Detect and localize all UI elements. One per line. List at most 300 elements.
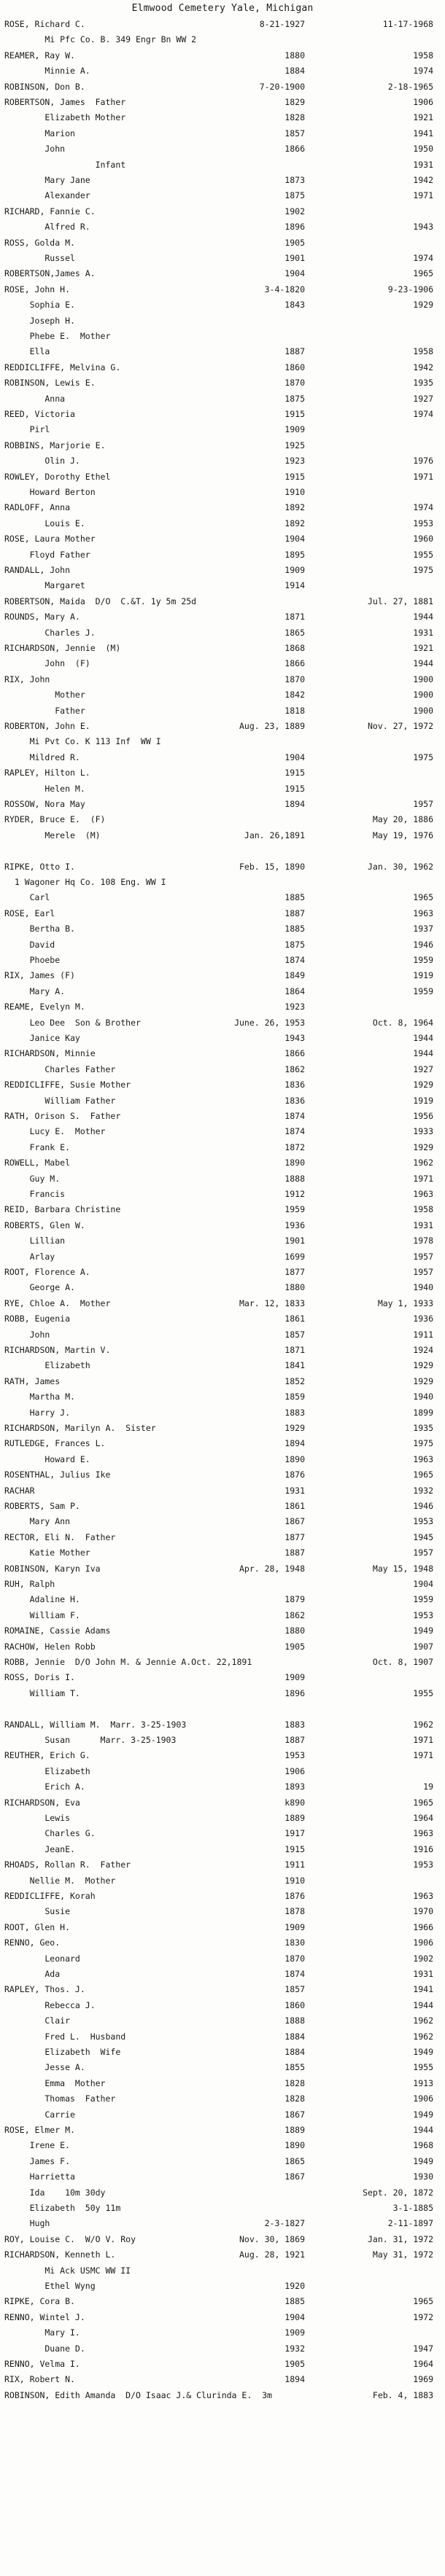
- record-name: Janice Kay: [4, 1033, 80, 1043]
- record-row: [0, 2108, 445, 2121]
- record-died: 1965: [413, 268, 433, 279]
- record-died: May 20, 1886: [372, 814, 433, 825]
- record-born: 1865: [285, 627, 305, 638]
- record-name: RIX, John: [4, 674, 50, 684]
- record-born: 1923: [285, 456, 305, 467]
- record-name: Erich A.: [4, 1781, 85, 1792]
- record-name: RHOADS, Rollan R. Father: [4, 1859, 131, 1870]
- record-born: 1910: [285, 487, 305, 497]
- page-title: Elmwood Cemetery Yale, Michigan: [131, 3, 314, 14]
- record-row: [0, 298, 445, 311]
- record-born: 1890: [285, 1158, 305, 1168]
- record-born: 1860: [285, 1999, 305, 2010]
- record-died: 1976: [413, 456, 433, 467]
- record-name: William T.: [4, 1687, 80, 1698]
- record-row: [0, 1047, 445, 1060]
- record-born: 1875: [285, 939, 305, 950]
- record-died: 1949: [413, 1625, 433, 1636]
- record-name: RATH, James: [4, 1375, 61, 1386]
- record-born: 1943: [285, 1033, 305, 1043]
- record-row: [0, 969, 445, 982]
- record-born: 1901: [285, 1236, 305, 1246]
- record-name: ROBINSON, Karyn Iva: [4, 1563, 101, 1574]
- record-died: 1931: [413, 159, 433, 170]
- record-died: 1944: [413, 1033, 433, 1043]
- record-row: [0, 563, 445, 577]
- record-died: 1962: [413, 1719, 433, 1730]
- record-born: Mar. 12, 1833: [239, 1297, 305, 1308]
- record-row: [0, 1094, 445, 1107]
- record-name: ROSSOW, Nora May: [4, 799, 85, 809]
- record-name: ROSENTHAL, Julius Ike: [4, 1470, 111, 1480]
- record-born: 1880: [285, 50, 305, 61]
- record-born: 1888: [285, 2015, 305, 2026]
- record-born: 1865: [285, 2155, 305, 2166]
- record-born: 1931: [285, 1485, 305, 1496]
- record-died: 1940: [413, 1392, 433, 1402]
- record-name: RADLOFF, Anna: [4, 502, 71, 513]
- record-row: [0, 189, 445, 202]
- record-row: [0, 1016, 445, 1029]
- record-born: 1923: [285, 1002, 305, 1012]
- record-row: [0, 1406, 445, 1419]
- record-died: 1940: [413, 1282, 433, 1293]
- record-name: Duane D.: [4, 2343, 85, 2354]
- record-name: RICHARDSON, Minnie: [4, 1048, 96, 1059]
- record-name: Francis: [4, 1189, 66, 1199]
- record-died: 1929: [413, 300, 433, 311]
- record-born: 1852: [285, 1375, 305, 1386]
- record-name: Russel: [4, 253, 75, 263]
- record-row: [0, 1874, 445, 1887]
- record-born: 1883: [285, 1719, 305, 1730]
- record-row: [0, 376, 445, 389]
- record-name: ROSE, Richard C.: [4, 19, 85, 29]
- record-name: Anna: [4, 393, 66, 404]
- record-born: 1828: [285, 112, 305, 123]
- record-name: REED, Victoria: [4, 409, 75, 419]
- record-born: 1880: [285, 1625, 305, 1636]
- record-died: 1965: [413, 1797, 433, 1808]
- record-row: [0, 2248, 445, 2261]
- record-died: 1955: [413, 549, 433, 560]
- record-row: [0, 2139, 445, 2152]
- record-name: Elizabeth: [4, 1765, 90, 1776]
- record-name: Mary Ann: [4, 1516, 71, 1527]
- record-born: k890: [285, 1797, 305, 1808]
- record-died: May 31, 1972: [372, 2249, 433, 2260]
- record-row: [0, 251, 445, 265]
- record-died: 19: [423, 1781, 433, 1792]
- record-died: Nov. 27, 1972: [367, 721, 433, 731]
- record-name: RENNO, Velma I.: [4, 2359, 80, 2369]
- record-born: 1889: [285, 1813, 305, 1823]
- record-born: 1890: [285, 2140, 305, 2151]
- record-born: 1830: [285, 1937, 305, 1948]
- record-name: RACHAR: [4, 1485, 35, 1496]
- record-row: [0, 2123, 445, 2136]
- record-row: [0, 1375, 445, 1388]
- record-died: 1963: [413, 1828, 433, 1839]
- record-died: 1955: [413, 2062, 433, 2073]
- record-name: RENNO, Geo.: [4, 1937, 61, 1948]
- record-name: Arlay: [4, 1251, 55, 1262]
- record-row: [0, 891, 445, 904]
- record-born: 1876: [285, 1891, 305, 1901]
- record-name: Helen M.: [4, 783, 85, 794]
- record-row: [0, 735, 445, 748]
- record-name: ROOT, Glen H.: [4, 1921, 71, 1932]
- record-row: [0, 641, 445, 655]
- record-name: RICHARDSON, Marilyn A. Sister: [4, 1423, 156, 1433]
- record-name: Leo Dee Son & Brother: [4, 1017, 141, 1028]
- record-row: [0, 1921, 445, 1934]
- record-died: 1953: [413, 1609, 433, 1620]
- record-name: REDDICLIFFE, Korah: [4, 1891, 96, 1901]
- record-died: 1936: [413, 1314, 433, 1324]
- record-name: Margaret: [4, 580, 85, 591]
- record-name: ROBERTSON, James Father: [4, 97, 126, 107]
- record-row: [0, 2357, 445, 2370]
- record-name: ROBERTS, Sam P.: [4, 1501, 80, 1511]
- record-name: Sophia E.: [4, 300, 75, 311]
- record-row: [0, 1733, 445, 1746]
- record-name: RUTLEDGE, Frances L.: [4, 1438, 106, 1449]
- record-name: RACHOW, Helen Robb: [4, 1641, 96, 1652]
- record-name: ROWLEY, Dorothy Ethel: [4, 471, 111, 482]
- record-row: [0, 205, 445, 218]
- record-name: Rebecca J.: [4, 1999, 96, 2010]
- record-row: [0, 2264, 445, 2277]
- record-died: 1933: [413, 1126, 433, 1137]
- record-row: [0, 719, 445, 733]
- record-row: [0, 361, 445, 374]
- record-born: 1843: [285, 300, 305, 311]
- record-born: 1828: [285, 2093, 305, 2104]
- record-row: [0, 1031, 445, 1045]
- record-died: 1953: [413, 1859, 433, 1870]
- record-born: 1878: [285, 1906, 305, 1917]
- record-born: 1909: [285, 2327, 305, 2338]
- record-born: 1887: [285, 1735, 305, 1745]
- record-died: 1957: [413, 799, 433, 809]
- record-row: [0, 1187, 445, 1201]
- record-row: [0, 1343, 445, 1357]
- record-name: Mary A.: [4, 985, 66, 996]
- record-row: [0, 345, 445, 358]
- record-row: [0, 1359, 445, 1372]
- record-row: [0, 127, 445, 140]
- record-name: ROBINSON, Edith Amanda D/O Isaac J.& Clurinda E. 3m: [4, 2389, 272, 2400]
- record-name: Adaline H.: [4, 1594, 80, 1605]
- record-died: 1959: [413, 955, 433, 965]
- record-name: Emma Mother: [4, 2077, 106, 2088]
- record-name: Mary Jane: [4, 175, 90, 185]
- record-died: 1965: [413, 892, 433, 903]
- record-died: 1975: [413, 1438, 433, 1449]
- record-name: RIPKE, Otto I.: [4, 861, 75, 872]
- record-born: 1892: [285, 502, 305, 513]
- record-name: Alfred R.: [4, 222, 90, 233]
- record-row: [0, 1702, 445, 1715]
- record-born: 1889: [285, 2125, 305, 2135]
- record-row: [0, 1390, 445, 1403]
- record-name: ROSS, Golda M.: [4, 237, 75, 248]
- record-row: [0, 985, 445, 998]
- record-row: [0, 1468, 445, 1481]
- record-died: May 19, 1976: [372, 830, 433, 840]
- record-born: Jan. 26,1891: [244, 830, 305, 840]
- record-name: Harrietta: [4, 2171, 75, 2182]
- record-name: Harry J.: [4, 1407, 71, 1418]
- record-died: 1959: [413, 985, 433, 996]
- record-died: 1975: [413, 752, 433, 762]
- record-row: [0, 688, 445, 701]
- record-born: 1911: [285, 1859, 305, 1870]
- record-died: 1959: [413, 1594, 433, 1605]
- record-row: [0, 1156, 445, 1169]
- record-died: 1946: [413, 939, 433, 950]
- record-died: 1929: [413, 1375, 433, 1386]
- record-row: [0, 532, 445, 545]
- record-born: 1902: [285, 206, 305, 216]
- record-born: 1871: [285, 1345, 305, 1355]
- record-born: 1862: [285, 1609, 305, 1620]
- record-born: 1867: [285, 2171, 305, 2182]
- record-row: [0, 1437, 445, 1450]
- record-name: Katie Mother: [4, 1547, 90, 1558]
- record-born: 1953: [285, 1750, 305, 1761]
- record-name: Mi Pfc Co. B. 349 Engr Bn WW 2: [4, 34, 197, 45]
- record-name: ROBERTS, Glen W.: [4, 1219, 85, 1230]
- record-born: 1894: [285, 799, 305, 809]
- record-row: [0, 1234, 445, 1247]
- record-born: 1905: [285, 1641, 305, 1652]
- record-name: Martha M.: [4, 1392, 75, 1402]
- record-born: 1870: [285, 1953, 305, 1964]
- record-born: 8-21-1927: [259, 19, 305, 29]
- record-name: ROSE, John H.: [4, 284, 71, 294]
- record-row: [0, 2233, 445, 2246]
- record-name: ROSE, Earl: [4, 908, 55, 918]
- record-row: [0, 2061, 445, 2074]
- record-name: RIX, Robert N.: [4, 2374, 75, 2385]
- record-died: 1972: [413, 2311, 433, 2322]
- record-died: 1935: [413, 1423, 433, 1433]
- record-died: 3-1-1885: [392, 2203, 433, 2213]
- record-born: 1884: [285, 66, 305, 77]
- record-row: [0, 953, 445, 967]
- record-row: [0, 314, 445, 327]
- record-name: Floyd Father: [4, 549, 90, 560]
- record-row: [0, 1281, 445, 1294]
- record-name: Leonard: [4, 1953, 80, 1964]
- record-died: 1949: [413, 2109, 433, 2120]
- record-row: [0, 1952, 445, 1965]
- record-row: [0, 517, 445, 530]
- record-born: 1932: [285, 2343, 305, 2354]
- record-name: RICHARDSON, Jennie (M): [4, 643, 121, 653]
- record-row: [0, 111, 445, 124]
- record-died: 1963: [413, 1453, 433, 1464]
- record-born: 1874: [285, 955, 305, 965]
- record-row: [0, 1843, 445, 1856]
- record-died: 1937: [413, 924, 433, 934]
- record-row: [0, 2279, 445, 2292]
- record-born: 1874: [285, 1126, 305, 1137]
- record-row: [0, 1562, 445, 1575]
- record-row: [0, 407, 445, 421]
- record-died: 1943: [413, 222, 433, 233]
- record-row: [0, 2092, 445, 2105]
- record-died: May 15, 1948: [372, 1563, 433, 1574]
- record-died: 1964: [413, 1813, 433, 1823]
- record-born: 1836: [285, 1095, 305, 1106]
- record-born: 1880: [285, 1282, 305, 1293]
- record-born: 1842: [285, 690, 305, 700]
- record-row: [0, 283, 445, 296]
- record-died: 1944: [413, 1999, 433, 2010]
- record-born: 2-3-1827: [264, 2218, 305, 2229]
- record-born: 1915: [285, 471, 305, 482]
- record-died: 1942: [413, 175, 433, 185]
- record-born: 1874: [285, 1969, 305, 1979]
- record-name: ROSS, Doris I.: [4, 1672, 75, 1683]
- record-died: 1946: [413, 1501, 433, 1511]
- record-row: [0, 704, 445, 717]
- record-name: RAPLEY, Hilton L.: [4, 768, 90, 778]
- record-name: REDDICLIFFE, Susie Mother: [4, 1080, 131, 1090]
- record-died: 1906: [413, 1937, 433, 1948]
- record-name: Mi Ack USMC WW II: [4, 2265, 131, 2276]
- record-row: [0, 1811, 445, 1824]
- record-born: 1914: [285, 580, 305, 591]
- record-row: [0, 548, 445, 561]
- record-died: Jan. 30, 1962: [367, 861, 433, 872]
- record-name: Charles Father: [4, 1063, 116, 1074]
- record-name: ROSE, Laura Mother: [4, 534, 96, 545]
- record-row: [0, 1905, 445, 1918]
- record-died: 1962: [413, 2031, 433, 2042]
- record-row: [0, 2186, 445, 2199]
- record-row: [0, 33, 445, 46]
- record-born: 1893: [285, 1781, 305, 1792]
- record-died: 1902: [413, 1953, 433, 1964]
- record-row: [0, 2201, 445, 2214]
- record-born: 1873: [285, 175, 305, 185]
- record-died: 1944: [413, 1048, 433, 1059]
- record-born: 1892: [285, 518, 305, 528]
- record-name: Marion: [4, 128, 75, 138]
- record-name: Thomas Father: [4, 2093, 116, 2104]
- record-name: ROOT, Florence A.: [4, 1267, 90, 1277]
- record-died: 1958: [413, 1204, 433, 1215]
- record-row: [0, 766, 445, 779]
- record-died: 1919: [413, 970, 433, 981]
- record-born: 1904: [285, 534, 305, 545]
- record-name: John: [4, 144, 66, 155]
- record-row: [0, 1531, 445, 1544]
- record-row: [0, 1718, 445, 1731]
- record-born: 1699: [285, 1251, 305, 1262]
- record-died: 1957: [413, 1547, 433, 1558]
- record-row: [0, 1312, 445, 1325]
- record-row: [0, 1125, 445, 1138]
- record-born: 1904: [285, 268, 305, 279]
- record-name: ROBBINS, Marjorie E.: [4, 440, 106, 450]
- record-name: Ada: [4, 1969, 61, 1979]
- record-died: 1960: [413, 534, 433, 545]
- record-died: 1919: [413, 1095, 433, 1106]
- record-born: June. 26, 1953: [234, 1017, 305, 1028]
- record-died: Oct. 8, 1907: [372, 1657, 433, 1667]
- record-name: REID, Barbara Christine: [4, 1204, 121, 1215]
- record-name: Howard Berton: [4, 487, 96, 497]
- record-name: RUH, Ralph: [4, 1579, 55, 1589]
- record-born: 1887: [285, 908, 305, 918]
- record-died: 1957: [413, 1267, 433, 1277]
- record-born: Nov. 30, 1869: [239, 2233, 305, 2244]
- record-born: 1909: [285, 1921, 305, 1932]
- record-name: George A.: [4, 1282, 75, 1293]
- record-died: 1962: [413, 1158, 433, 1168]
- record-name: ROSE, Elmer M.: [4, 2125, 75, 2135]
- record-name: RICHARDSON, Eva: [4, 1797, 80, 1808]
- record-died: 1906: [413, 2093, 433, 2104]
- record-born: 1861: [285, 1314, 305, 1324]
- record-died: 1963: [413, 1891, 433, 1901]
- record-row: [0, 657, 445, 670]
- record-died: 1930: [413, 2171, 433, 2182]
- record-name: Elizabeth Mother: [4, 112, 126, 123]
- record-died: Feb. 4, 1883: [372, 2389, 433, 2400]
- record-died: 1913: [413, 2077, 433, 2088]
- record-born: 1818: [285, 705, 305, 716]
- record-died: 1955: [413, 1687, 433, 1698]
- record-died: 1949: [413, 2155, 433, 2166]
- record-born: 1864: [285, 985, 305, 996]
- record-name: Hugh: [4, 2218, 50, 2229]
- record-born: 1871: [285, 612, 305, 622]
- record-born: 1917: [285, 1828, 305, 1839]
- record-name: ROBINSON, Lewis E.: [4, 378, 96, 389]
- record-row: [0, 1328, 445, 1341]
- record-name: ROUNDS, Mary A.: [4, 612, 80, 622]
- record-born: 1905: [285, 237, 305, 248]
- record-born: Apr. 28, 1948: [239, 1563, 305, 1574]
- record-born: Aug. 23, 1889: [239, 721, 305, 731]
- record-name: William Father: [4, 1095, 116, 1106]
- record-row: [0, 329, 445, 343]
- record-died: 1900: [413, 690, 433, 700]
- record-died: 1941: [413, 1984, 433, 1995]
- record-name: 1 Wagoner Hq Co. 108 Eng. WW I: [4, 877, 166, 887]
- record-born: 1870: [285, 378, 305, 389]
- record-born: Feb. 15, 1890: [239, 861, 305, 872]
- record-name: RICHARDSON, Kenneth L.: [4, 2249, 116, 2260]
- record-died: 1953: [413, 1516, 433, 1527]
- record-name: Susie: [4, 1906, 71, 1917]
- record-died: 1971: [413, 471, 433, 482]
- record-died: 1931: [413, 1219, 433, 1230]
- record-born: 1855: [285, 2062, 305, 2073]
- record-name: Irene E.: [4, 2140, 71, 2151]
- record-row: [0, 454, 445, 467]
- record-name: ROWELL, Mabel: [4, 1158, 71, 1168]
- record-name: Mildred R.: [4, 752, 80, 762]
- record-born: 1887: [285, 1547, 305, 1558]
- record-born: 1875: [285, 190, 305, 201]
